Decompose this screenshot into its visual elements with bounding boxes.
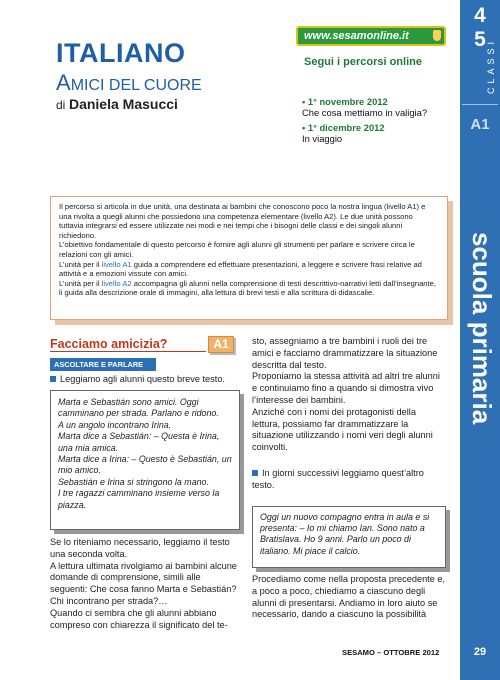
page-number: 29 xyxy=(473,646,487,658)
body-paragraph: sto, assegniamo a tre bambini i ruoli dei tre amici e facciamo drammatizzare la situazione descritta dal testo. xyxy=(252,336,438,370)
dialog-box xyxy=(50,390,240,530)
section-rule xyxy=(50,351,206,352)
body-paragraph: Proponiamo la stessa attività ad altri tre alunni e continuiamo fino a quando si dimostra vivo l’interesse dei bambini. xyxy=(252,371,440,405)
class-number-5: 5 xyxy=(474,28,486,51)
event-title: Che cosa mettiamo in valigia? xyxy=(302,107,428,118)
dialog-line: I tre ragazzi camminano insieme verso la piazza. xyxy=(58,488,220,510)
page-title: ITALIANO xyxy=(56,38,186,68)
intro-paragraph: Il percorso si articola in due unità, una destinata ai bambini che conoscono poco la nostra lingua (livello A1) e una rivolta a quegli alunni che possiedono una competenza elementare (livello A2). Le due unità possono tuttavia integrarsi ed essere utilizzate nei modi e nei tempi che i bisogni delle classi e dei singoli alunni richiedono. xyxy=(59,202,426,240)
body-paragraph: Se lo riteniamo necessario, leggiamo il testo una seconda volta. xyxy=(50,537,230,559)
body-paragraph: Anziché con i nomi dei protagonisti della lettura, possiamo far drammatizzare la situazione utilizzando i nomi veri degli alunni coinvolti. xyxy=(252,406,433,453)
level-tag: A1 xyxy=(208,336,234,353)
footer-issue: SESAMO – OTTOBRE 2012 xyxy=(342,648,440,657)
class-number-4: 4 xyxy=(474,4,486,27)
author-name: Daniela Masucci xyxy=(68,96,178,112)
left-column-text xyxy=(50,537,240,631)
sidebar-level: A1 xyxy=(470,116,490,133)
school-label: scuola primaria xyxy=(467,232,497,425)
intro-paragraph: L’unità per il livello A1 guida a comprendere ed effettuare presentazioni, a leggere e scrivere frasi relative ad attività e a emozioni vissute con amici. xyxy=(59,259,422,279)
dialog-line: Marta dice a Irina: – Questo è Sebastián, un mio amico. xyxy=(58,454,232,476)
right-column-text xyxy=(252,336,446,454)
sidebar-divider xyxy=(462,104,498,105)
hand-cursor-icon xyxy=(433,30,441,41)
event-date: • 1° novembre 2012 xyxy=(302,96,388,107)
event-title: In viaggio xyxy=(302,133,343,144)
dialog-line: Sebastián e Irina si stringono la mano. xyxy=(58,476,209,487)
website-logo-link[interactable]: www.sesamonline.it xyxy=(296,26,446,46)
body-paragraph: A lettura ultimata rivolgiamo ai bambini alcune domande di comprensione, simili alle seguenti: Che cosa fanno Marta e Sebastián? Chi incontrano per strada?… xyxy=(50,560,237,606)
online-events xyxy=(302,96,458,144)
dialog-line: Marta e Sebastián sono amici. Oggi camminano per strada. Parlano e ridono. xyxy=(58,397,219,419)
intro-paragraph: L’unità per il livello A2 accompagna gli alunni nella comprensione di testi descrittivo-narrativi letti dall’insegnante, li guida alla descrizione orale di immagini, alla lettura di brevi testi e alla scrittura di didascalie. xyxy=(59,278,436,298)
dialog-line: Marta dice a Sebastián: – Questa è Irina, una mia amica. xyxy=(58,431,220,453)
dialog-box-2: Oggi un nuovo compagno entra in aula e si presenta: – Io mi chiamo Ian. Sono nato a Bratislava. Ho 9 anni. Parlo un poco di italiano. Mi piace il calcio. xyxy=(252,506,446,568)
body-paragraph: Quando ci sembra che gli alunni abbiano compreso con chiarezza il significato del te- xyxy=(50,607,228,630)
section-title: Facciamo amicizia? xyxy=(50,337,168,351)
event-date: • 1° dicembre 2012 xyxy=(302,122,385,133)
dialog-line: A un angolo incontrano Irina. xyxy=(58,419,172,430)
lead-paragraph: Leggiamo agli alunni questo breve testo. xyxy=(50,374,240,386)
right-column-bottom-text: Procediamo come nella proposta precedente e, a poco a poco, chiediamo a ciascuno degli alunni di presentarsi. Andiamo in loro aiuto se necessario, dando a ciascuno la possibilità xyxy=(252,574,446,620)
intro-paragraph: L’obiettivo fondamentale di questo percorso è fornire agli alunni gli strumenti per parlare e scrivere circa le relazioni con gli amici. xyxy=(59,240,415,259)
author-line: di Daniela Masucci xyxy=(56,96,178,112)
activity-label: ASCOLTARE E PARLARE xyxy=(50,358,156,371)
bullet-square-icon xyxy=(252,470,258,476)
second-lead-paragraph: In giorni successivi leggiamo quest’altro testo. xyxy=(252,468,424,490)
bullet-square-icon xyxy=(50,376,56,382)
intro-box xyxy=(50,196,448,320)
online-caption: Segui i percorsi online xyxy=(304,56,422,68)
classi-label: CLASSI xyxy=(486,37,496,94)
page-subtitle: AMICI DEL CUORE xyxy=(56,70,202,95)
